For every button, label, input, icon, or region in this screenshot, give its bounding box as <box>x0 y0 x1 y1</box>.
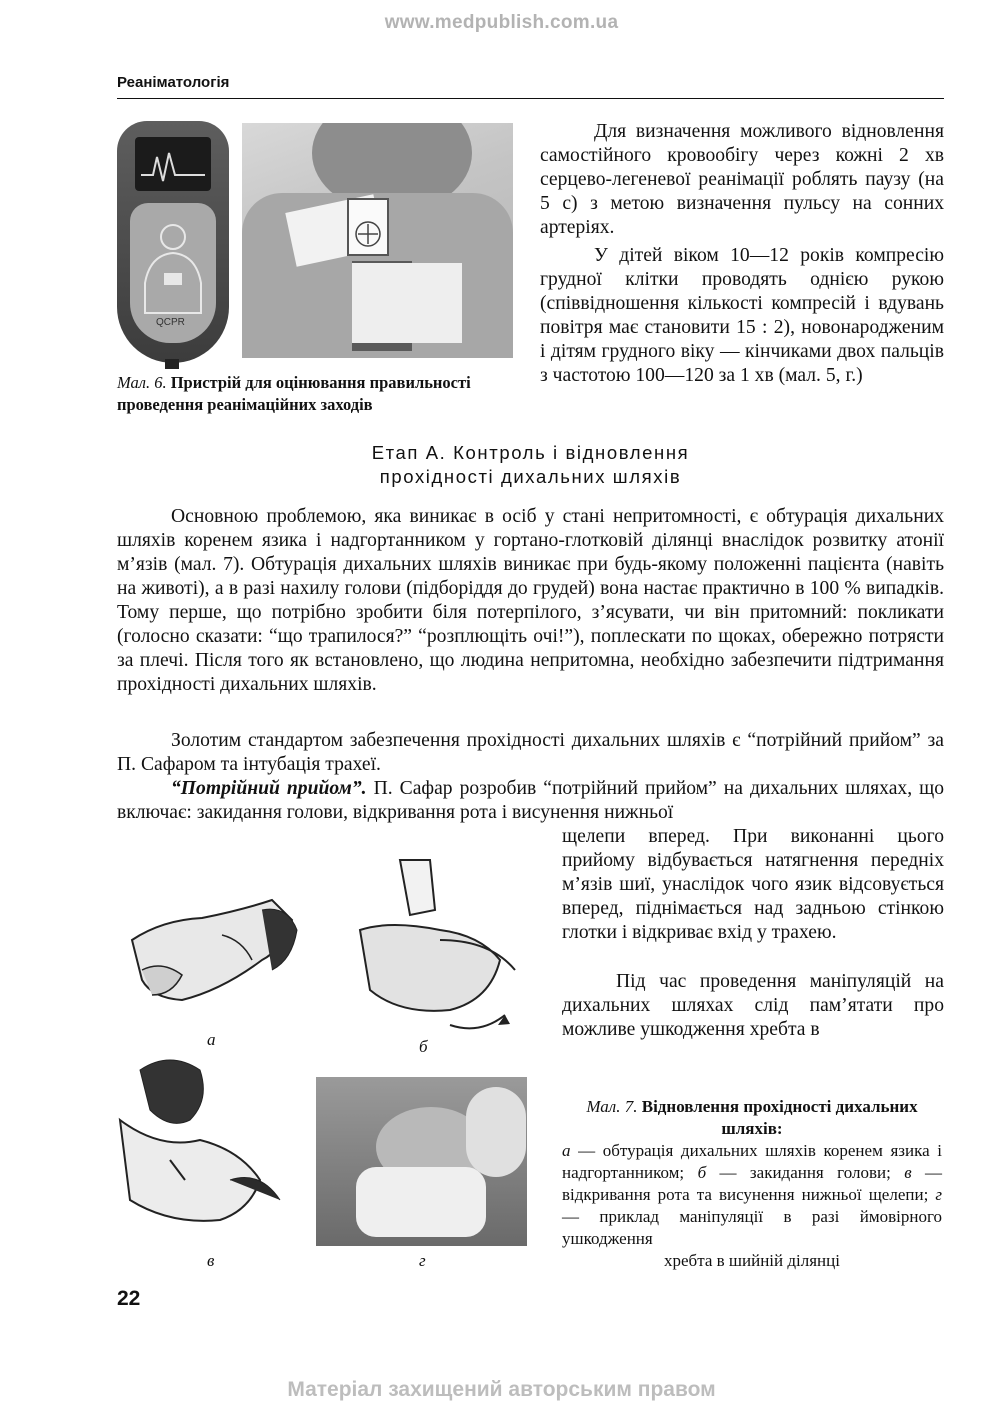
header-rule <box>117 98 944 99</box>
crosshair-icon <box>349 200 387 254</box>
body-paragraph-2: Золотим стандартом забезпечення прохідності дихальних шляхів є “потрійний прийом” за П. Сафаром та інтубація трахеї. <box>117 730 944 775</box>
body-paragraph-4: Під час проведення маніпуляцій на дихальних шляхах слід пам’ятати про можливе ушкодження хребта в <box>562 971 944 1040</box>
running-head: Реаніматологія <box>117 74 230 91</box>
figure-7-label-a: а <box>207 1030 216 1049</box>
figure-7-label-g: г <box>419 1251 426 1270</box>
section-title <box>117 441 944 489</box>
head-illustration-b <box>340 850 530 1050</box>
figure-6-text: Пристрій для оцінювання правильності проведення реанімаційних заходів <box>117 373 471 414</box>
caption-last-line: хребта в шийній ділянці <box>664 1251 840 1270</box>
figure-6-label: Мал. 6. <box>117 373 167 392</box>
head-illustration-v <box>110 1050 290 1230</box>
section-title-line-1: Етап А. Контроль і відновлення <box>371 442 690 463</box>
figure-6-caption <box>117 372 517 416</box>
body-paragraph-1: Основною проблемою, яка виникає в осіб у стані непритомності, є обтурація дихальних шляхів коренем язика і надгортанником у гортано-глотковій ділянці внаслідок розвитку атонії м’язів (мал. 7). Обтурація дихальних шляхів виникає при будь-якому положенні пацієнта (навіть на животі), а в разі нахилу голови (підборіддя до грудей) вона настає практично в 100 % випадків. Тому перше, що потрібно зробити біля потерпілого, з’ясувати, чи він притомний: покликати (голосно сказати: “що трапилося?” “розплющіть очі!”), поплескати по щоках, обережно потрясти за плечі. Після того як встановлено, що людина непритомна, необхідно забезпечити підтримання прохідності дихальних шляхів. <box>117 506 944 695</box>
section-title-line-2: прохідності дихальних шляхів <box>379 466 682 487</box>
figure-7-label-v: в <box>207 1251 215 1270</box>
caption-a-letter: а <box>562 1141 571 1160</box>
rotation-arrow-icon <box>450 1015 505 1028</box>
device-logo: QCPR <box>156 317 185 328</box>
rescuer-hand <box>466 1087 526 1177</box>
caption-g-letter: г <box>935 1185 942 1204</box>
cpr-feedback-device-image <box>117 121 229 363</box>
copyright-watermark: Матеріал захищений авторським правом <box>287 1378 716 1401</box>
device-screen <box>135 137 211 191</box>
defibrillator-pad-lower <box>352 263 462 343</box>
screen-wave-icon <box>135 137 211 191</box>
device-panel <box>130 203 216 343</box>
figure-7-title: Відновлення прохідності дихальних шляхів: <box>641 1097 918 1138</box>
device-cord <box>165 359 179 369</box>
manikin-chest-photo <box>242 123 513 358</box>
caption-b-letter: б <box>697 1163 707 1182</box>
body-paragraph-3-continued: щелепи вперед. При виконанні цього прийому відбувається натягнення передніх м’язів шиї, унаслідок чого язик відсовується вперед, піднімається над задньою стінкою глотки і відкриває вхід у трахею. <box>562 826 944 943</box>
figure-7-label-b: б <box>419 1037 428 1056</box>
figure-7-label: Мал. 7. <box>586 1097 638 1116</box>
chest-sensor <box>347 198 389 256</box>
body-paragraph-3-text: П. Сафар розробив “потрійний прийом” на дихальних шляхах, що включає: закидання голови, відкривання рота і висунення нижньої <box>117 778 944 823</box>
cervical-collar <box>356 1167 486 1237</box>
site-watermark: www.medpublish.com.ua <box>384 12 619 33</box>
caption-v-text: — відкривання рота та висунення нижньої щелепи; <box>562 1163 943 1204</box>
caption-v-letter: в <box>904 1163 912 1182</box>
head-illustration-a <box>122 880 307 1015</box>
cervical-collar-photo <box>316 1077 527 1246</box>
figure-7-caption <box>562 1096 942 1272</box>
body-paragraph-3 <box>117 777 944 825</box>
caption-a-text: — обтурація дихальних шляхів коренем язика і надгортанником; <box>562 1141 942 1182</box>
page-number: 22 <box>117 1287 141 1310</box>
triple-maneuver-term: “Потрійний прийом”. <box>171 778 367 799</box>
caption-g-text: — приклад маніпуляції в разі ймовірного ушкодження <box>562 1207 942 1248</box>
caption-b-text: — закидання голови; <box>706 1163 905 1182</box>
right-paragraph-2: У дітей віком 10—12 років компресію грудної клітки проводять однією рукою (співвідношення кількості компресій і вдувань повітря має становити 15 : 2), новонародженим і дітям грудного віку — кінчиками двох пальців з частотою 100—120 за 1 хв (мал. 5, г.) <box>540 245 944 386</box>
right-paragraph-1: Для визначення можливого відновлення самостійного кровообігу через кожні 2 хв серцево-легеневої реанімації роблять паузу (на 5 с) з метою визначення пульсу на сонних артеріях. <box>540 121 944 238</box>
